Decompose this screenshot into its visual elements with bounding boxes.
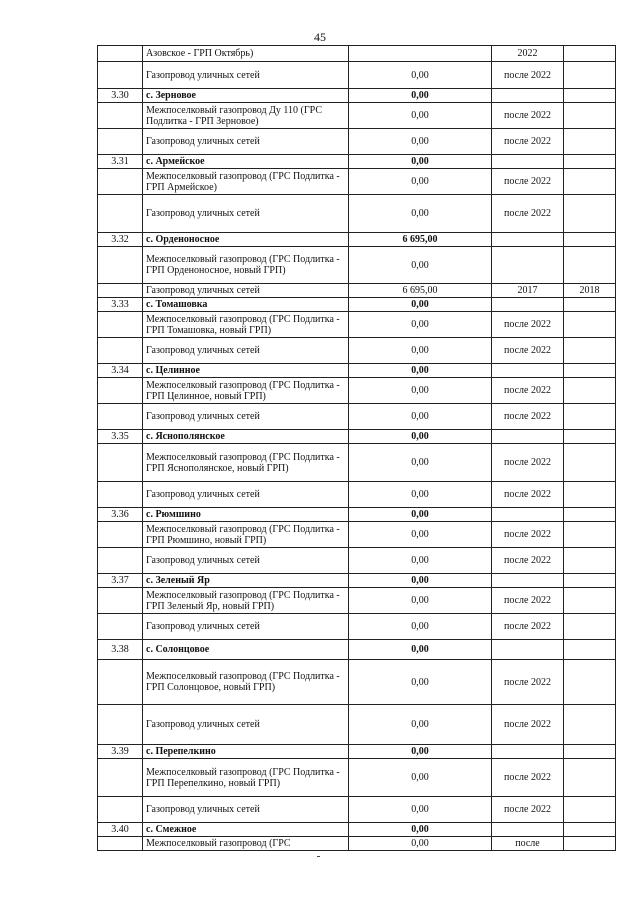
end-year-cell [564,588,616,614]
table-row [98,338,616,364]
row-number-cell [98,247,143,284]
start-year-cell: после 2022 [492,548,564,574]
object-name-cell: с. Армейское [143,155,349,169]
end-year-cell [564,444,616,482]
row-number-cell [98,378,143,404]
row-number-cell [98,837,143,851]
table-row [98,378,616,404]
table-row [98,482,616,508]
end-year-cell [564,640,616,660]
amount-cell: 0,00 [349,660,492,705]
amount-cell: 6 695,00 [349,284,492,298]
amount-cell: 0,00 [349,338,492,364]
object-name-cell: Газопровод уличных сетей [143,195,349,233]
end-year-cell [564,298,616,312]
start-year-cell: после 2022 [492,129,564,155]
amount-cell: 0,00 [349,155,492,169]
amount-cell: 0,00 [349,298,492,312]
object-name-cell: с. Перепелкино [143,745,349,759]
row-number-cell [98,62,143,89]
row-number-cell [98,404,143,430]
start-year-cell: после 2022 [492,444,564,482]
object-name-cell: Межпоселковый газопровод (ГРС Подлитка - ГРП Целинное, новый ГРП) [143,378,349,404]
start-year-cell: после 2022 [492,482,564,508]
table-row [98,169,616,195]
end-year-cell [564,759,616,797]
object-name-cell: Азовское - ГРП Октябрь) [143,46,349,62]
object-name-cell: Газопровод уличных сетей [143,614,349,640]
amount-cell: 0,00 [349,837,492,851]
row-number-cell [98,284,143,298]
start-year-cell: 2017 [492,284,564,298]
table-row [98,522,616,548]
end-year-cell [564,548,616,574]
object-name-cell: Газопровод уличных сетей [143,284,349,298]
table-row [98,46,616,62]
end-year-cell [564,797,616,823]
object-name-cell: с. Орденоносное [143,233,349,247]
amount-cell: 6 695,00 [349,233,492,247]
row-number-cell: 3.30 [98,89,143,103]
start-year-cell [492,823,564,837]
row-number-cell [98,103,143,129]
row-number-cell [98,660,143,705]
start-year-cell [492,508,564,522]
object-name-cell: Межпоселковый газопровод (ГРС [143,837,349,851]
end-year-cell [564,522,616,548]
end-year-cell [564,378,616,404]
row-number-cell [98,797,143,823]
object-name-cell: Газопровод уличных сетей [143,62,349,89]
amount-cell: 0,00 [349,195,492,233]
row-number-cell [98,522,143,548]
object-name-cell: с. Томашовка [143,298,349,312]
table-row [98,588,616,614]
end-year-cell [564,155,616,169]
end-year-cell [564,233,616,247]
start-year-cell: после 2022 [492,338,564,364]
row-number-cell: 3.40 [98,823,143,837]
end-year-cell [564,508,616,522]
amount-cell: 0,00 [349,169,492,195]
object-name-cell: с. Целинное [143,364,349,378]
object-name-cell: Газопровод уличных сетей [143,404,349,430]
end-year-cell [564,129,616,155]
amount-cell: 0,00 [349,614,492,640]
gas-pipeline-table [97,45,616,851]
table-row [98,660,616,705]
amount-cell: 0,00 [349,574,492,588]
end-year-cell [564,364,616,378]
amount-cell: 0,00 [349,430,492,444]
start-year-cell: после 2022 [492,759,564,797]
end-year-cell [564,574,616,588]
start-year-cell [492,364,564,378]
table-row [98,247,616,284]
table-row [98,430,616,444]
end-year-cell [564,430,616,444]
row-number-cell: 3.39 [98,745,143,759]
amount-cell: 0,00 [349,548,492,574]
object-name-cell: Газопровод уличных сетей [143,129,349,155]
table-row [98,444,616,482]
table-row [98,745,616,759]
start-year-cell: после 2022 [492,62,564,89]
table-row [98,837,616,851]
row-number-cell [98,195,143,233]
end-year-cell [564,103,616,129]
start-year-cell [492,298,564,312]
end-year-cell [564,247,616,284]
amount-cell: 0,00 [349,129,492,155]
table-row [98,797,616,823]
start-year-cell: после 2022 [492,103,564,129]
end-year-cell [564,46,616,62]
row-number-cell: 3.34 [98,364,143,378]
start-year-cell: после 2022 [492,660,564,705]
end-year-cell [564,338,616,364]
end-year-cell [564,745,616,759]
object-name-cell: с. Солонцовое [143,640,349,660]
end-year-cell [564,89,616,103]
row-number-cell [98,129,143,155]
table-row [98,62,616,89]
object-name-cell: с. Зеленый Яр [143,574,349,588]
start-year-cell [492,247,564,284]
object-name-cell: Газопровод уличных сетей [143,705,349,745]
object-name-cell: Межпоселковый газопровод (ГРС Подлитка - ГРП Зеленый Яр, новый ГРП) [143,588,349,614]
start-year-cell [492,640,564,660]
footer-mark [317,856,320,857]
amount-cell: 0,00 [349,797,492,823]
start-year-cell: после 2022 [492,797,564,823]
object-name-cell: Межпоселковый газопровод Ду 110 (ГРС Подлитка - ГРП Зерновое) [143,103,349,129]
row-number-cell: 3.36 [98,508,143,522]
object-name-cell: Газопровод уличных сетей [143,797,349,823]
table-row [98,298,616,312]
start-year-cell: после 2022 [492,378,564,404]
amount-cell: 0,00 [349,823,492,837]
end-year-cell [564,312,616,338]
amount-cell: 0,00 [349,404,492,430]
table-row [98,640,616,660]
amount-cell: 0,00 [349,312,492,338]
table-row [98,103,616,129]
end-year-cell [564,614,616,640]
end-year-cell [564,823,616,837]
table-row [98,155,616,169]
object-name-cell: Межпоселковый газопровод (ГРС Подлитка - ГРП Томашовка, новый ГРП) [143,312,349,338]
row-number-cell [98,548,143,574]
amount-cell: 0,00 [349,588,492,614]
amount-cell: 0,00 [349,508,492,522]
table-row [98,574,616,588]
object-name-cell: Газопровод уличных сетей [143,482,349,508]
amount-cell: 0,00 [349,705,492,745]
start-year-cell [492,574,564,588]
amount-cell [349,46,492,62]
row-number-cell: 3.33 [98,298,143,312]
table-row [98,233,616,247]
amount-cell: 0,00 [349,62,492,89]
page-number: 45 [314,30,326,44]
start-year-cell [492,233,564,247]
start-year-cell [492,89,564,103]
row-number-cell [98,46,143,62]
object-name-cell: с. Смежное [143,823,349,837]
row-number-cell [98,169,143,195]
object-name-cell: Межпоселковый газопровод (ГРС Подлитка - ГРП Перепелкино, новый ГРП) [143,759,349,797]
object-name-cell: Межпоселковый газопровод (ГРС Подлитка - ГРП Армейское) [143,169,349,195]
table-row [98,284,616,298]
object-name-cell: с. Зерновое [143,89,349,103]
table-row [98,364,616,378]
start-year-cell: после 2022 [492,522,564,548]
start-year-cell: после 2022 [492,404,564,430]
object-name-cell: Газопровод уличных сетей [143,338,349,364]
table-row [98,404,616,430]
row-number-cell [98,444,143,482]
row-number-cell: 3.31 [98,155,143,169]
row-number-cell [98,614,143,640]
start-year-cell: после 2022 [492,195,564,233]
start-year-cell [492,745,564,759]
amount-cell: 0,00 [349,745,492,759]
end-year-cell [564,482,616,508]
end-year-cell [564,660,616,705]
object-name-cell: с. Рюмшино [143,508,349,522]
end-year-cell: 2018 [564,284,616,298]
amount-cell: 0,00 [349,640,492,660]
start-year-cell: после 2022 [492,312,564,338]
table-row [98,759,616,797]
row-number-cell [98,588,143,614]
amount-cell: 0,00 [349,482,492,508]
object-name-cell: Межпоселковый газопровод (ГРС Подлитка - ГРП Рюмшино, новый ГРП) [143,522,349,548]
end-year-cell [564,169,616,195]
end-year-cell [564,62,616,89]
object-name-cell: Межпоселковый газопровод (ГРС Подлитка - ГРП Яснополянское, новый ГРП) [143,444,349,482]
amount-cell: 0,00 [349,759,492,797]
table-row [98,195,616,233]
row-number-cell [98,312,143,338]
row-number-cell [98,705,143,745]
start-year-cell: после [492,837,564,851]
table-row [98,705,616,745]
start-year-cell [492,155,564,169]
object-name-cell: Межпоселковый газопровод (ГРС Подлитка - ГРП Солонцовое, новый ГРП) [143,660,349,705]
start-year-cell: после 2022 [492,705,564,745]
table-row [98,312,616,338]
row-number-cell: 3.35 [98,430,143,444]
start-year-cell: 2022 [492,46,564,62]
table-row [98,823,616,837]
table-row [98,508,616,522]
start-year-cell: после 2022 [492,614,564,640]
table-row [98,614,616,640]
table-row [98,129,616,155]
start-year-cell: после 2022 [492,169,564,195]
object-name-cell: Межпоселковый газопровод (ГРС Подлитка - ГРП Орденоносное, новый ГРП) [143,247,349,284]
amount-cell: 0,00 [349,247,492,284]
row-number-cell [98,482,143,508]
object-name-cell: с. Яснополянское [143,430,349,444]
amount-cell: 0,00 [349,103,492,129]
row-number-cell: 3.37 [98,574,143,588]
object-name-cell: Газопровод уличных сетей [143,548,349,574]
amount-cell: 0,00 [349,89,492,103]
end-year-cell [564,705,616,745]
row-number-cell: 3.38 [98,640,143,660]
end-year-cell [564,837,616,851]
start-year-cell: после 2022 [492,588,564,614]
amount-cell: 0,00 [349,364,492,378]
row-number-cell: 3.32 [98,233,143,247]
row-number-cell [98,759,143,797]
table-row [98,548,616,574]
table-row [98,89,616,103]
amount-cell: 0,00 [349,378,492,404]
row-number-cell [98,338,143,364]
amount-cell: 0,00 [349,444,492,482]
amount-cell: 0,00 [349,522,492,548]
end-year-cell [564,404,616,430]
end-year-cell [564,195,616,233]
table-body [98,46,616,851]
start-year-cell [492,430,564,444]
